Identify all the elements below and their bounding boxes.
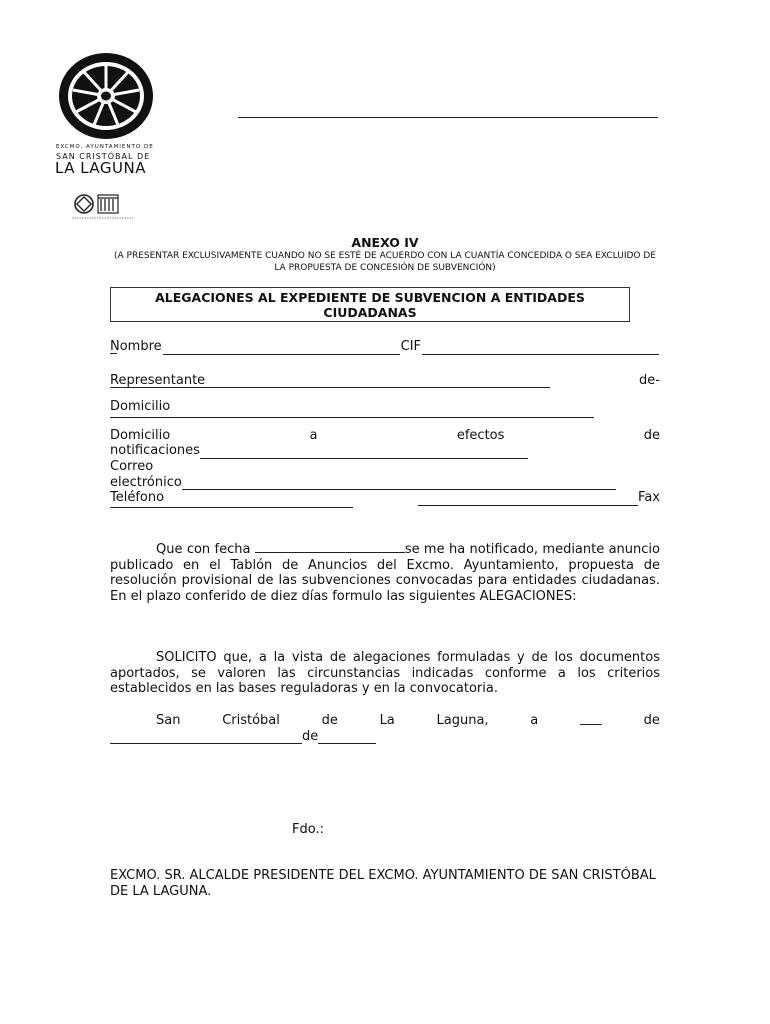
place-date-row — [110, 713, 660, 729]
place-word-san: San — [156, 713, 181, 728]
telefono-label: Teléfono — [110, 490, 165, 506]
notification-paragraph — [110, 541, 660, 604]
nombre-field[interactable] — [163, 343, 400, 355]
place-word-a: a — [530, 713, 539, 728]
paragraph1-start: Que con fecha — [156, 542, 251, 557]
ayuntamiento-logo-icon — [56, 50, 156, 142]
place-word-la: La — [379, 713, 395, 728]
place-word-de2: de — [643, 713, 660, 728]
year-field[interactable] — [318, 732, 376, 744]
representante-field[interactable] — [110, 387, 550, 388]
notificaciones-row — [110, 443, 660, 459]
domicilio-field[interactable] — [110, 417, 594, 418]
telefono-field[interactable] — [110, 507, 353, 508]
fax-label: Fax — [638, 490, 660, 506]
domicilio-notif-row — [110, 428, 660, 444]
domicilio-notif-word3: efectos — [456, 427, 505, 443]
domicilio-label: Domicilio — [110, 399, 171, 415]
notificaciones-label: notificaciones — [110, 443, 200, 459]
representante-label: Representante — [110, 372, 206, 388]
place-word-laguna: Laguna, — [436, 713, 489, 728]
month-field[interactable] — [110, 732, 302, 744]
applicant-form — [110, 339, 660, 518]
telefono-line-row — [110, 506, 660, 518]
email-field[interactable] — [182, 478, 616, 490]
annex-subtitle: (A PRESENTAR EXCLUSIVAMENTE CUANDO NO SE ESTÉ DE ACUERDO CON LA CUANTÍA CONCEDIDA O SEA EXCLUIDO DE LA PROPUESTA DE CONCESIÓN DE SUBVENCIÓN) — [114, 251, 656, 273]
signature-label: Fdo.: — [292, 822, 324, 837]
fax-field[interactable] — [418, 494, 638, 506]
domicilio-notif-word2: a — [309, 427, 318, 443]
day-field[interactable] — [580, 713, 602, 725]
month-year-de: de — [302, 728, 319, 744]
place-word-de: de — [321, 713, 338, 728]
paragraph1-rest: se me ha notificado, mediante anuncio publicado en el Tablón de Anuncios del Excmo. Ayuntamiento, propuesta de resolución provisional de las subvenciones convocadas para entidades ciudadanas. En el plazo conferido de diez días formulo las siguientes ALEGACIONES: — [110, 542, 660, 604]
notificaciones-field[interactable] — [200, 447, 528, 459]
electronico-label: electrónico — [110, 474, 182, 490]
month-year-row — [110, 729, 660, 745]
representante-de-label: de- — [639, 372, 660, 388]
header-rule — [238, 117, 658, 118]
heritage-seals-icon — [72, 193, 136, 221]
nombre-label: Nombre — [110, 339, 162, 354]
cif-label: CIF — [400, 339, 422, 354]
document-title-box — [110, 287, 630, 322]
notification-date-field[interactable] — [255, 541, 405, 553]
electronico-row — [110, 475, 660, 491]
domicilio-notif-word4: de — [643, 427, 660, 443]
request-paragraph — [110, 650, 660, 697]
paragraph2-text: SOLICITO que, a la vista de alegaciones formuladas y de los documentos aportados, se valoren las circunstancias indicadas conforme a los criterios establecidos en las bases reguladoras y en la convocatoria. — [110, 650, 660, 697]
addressee: EXCMO. SR. ALCALDE PRESIDENTE DEL EXCMO. AYUNTAMIENTO DE SAN CRISTÓBAL DE LA LAGUNA. — [110, 868, 656, 899]
correo-label: Correo — [110, 458, 154, 474]
org-name-line2: SAN CRISTÓBAL DE — [56, 152, 151, 161]
nombre-row — [110, 339, 660, 355]
document-title: ALEGACIONES AL EXPEDIENTE DE SUBVENCION A ENTIDADES CIUDADANAS — [155, 289, 585, 320]
cif-overflow-row — [110, 355, 660, 367]
domicilio-line-row — [110, 415, 660, 427]
org-name-line3: LA LAGUNA — [55, 159, 147, 177]
annex-title: ANEXO IV — [351, 235, 419, 250]
org-name-line1: EXCMO. AYUNTAMIENTO DE — [56, 144, 154, 150]
telefono-row — [110, 490, 660, 506]
domicilio-notif-word1: Domicilio — [110, 427, 171, 443]
representante-line-row — [110, 388, 660, 400]
place-word-cristobal: Cristóbal — [222, 713, 280, 728]
representante-row — [110, 373, 660, 389]
cif-field[interactable] — [422, 343, 659, 355]
place-date — [110, 713, 660, 744]
cif-overflow-line — [110, 353, 117, 354]
